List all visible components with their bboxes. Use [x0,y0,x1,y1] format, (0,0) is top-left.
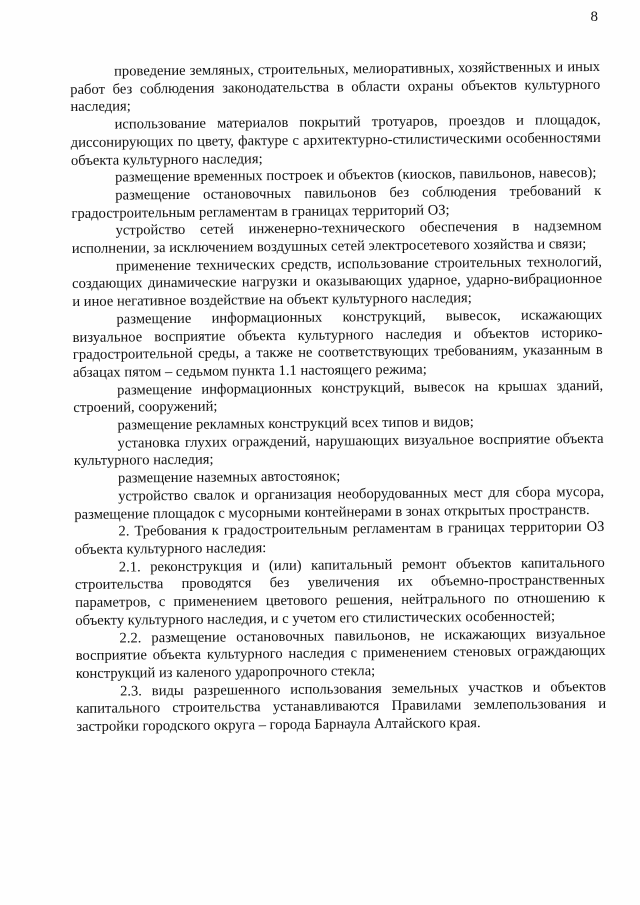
paragraph-earthworks: проведение земляных, строительных, мелиоративных, хозяйственных и иных работ без соблюдения законодательства в области охраны объектов культурного наследия; [70,58,601,116]
document-body [70,59,606,737]
paragraph-temporary-structures: размещение временных построек и объектов (киосков, павильонов, навесов); [115,165,597,186]
item-2-2: 2.2. размещение остановочных павильонов, не искажающих визуальное восприятие объекта культурного наследия с применением стеновых ограждающих конструкций из каленого ударопрочного стекла; [75,625,606,682]
paragraph-roof-signs: размещение информационных конструкций, вывесок на крышах зданий, строений, сооружений; [73,377,604,417]
paragraph-information-structures: размещение информационных конструкций, вывесок, искажающих визуальное восприятие объекта культурного наследия и объектов историко-градостроительной среды, а также не соответствующих требованиям, указанным в абзацах пятом – седьмом пункта 1.1 настоящего режима; [72,306,603,381]
item-2-1: 2.1. реконструкция и (или) капитальный ремонт объектов капитального строительства проводятся без увеличения их объемно-пространственных параметров, с применением цветового решения, нейтрального по отношению к объекту культурного наследия, и с учетом его стилистических особенностей; [74,554,606,629]
paragraph-technical-means: применение технических средств, использование строительных технологий, создающих динамические нагрузки и оказывающих ударное, ударно-вибрационное и иное негативное воздействие на объект культурного наследия; [72,253,603,311]
paragraph-bus-shelters: размещение остановочных павильонов без соблюдения требований к градостроительным регламентам в границах территорий ОЗ; [71,182,602,222]
paragraph-engineering-networks: устройство сетей инженерно-технического обеспечения в надземном исполнении, за исключением воздушных сетей электросетевого хозяйства и связи; [71,218,602,258]
paragraph-parking: размещение наземных автостоянок; [117,468,341,487]
paragraph-paving-materials: использование материалов покрытий тротуаров, проездов и площадок, диссонирующих по цвету, фактуре с архитектурно-стилистическими особенностями объекта культурного наследия; [70,112,601,169]
paragraph-waste: устройство свалок и организация необорудованных мест для сбора мусора, размещение площадок с мусорными контейнерами в зонах открытых пространств. [74,483,605,523]
page-number: 8 [590,9,598,25]
paragraph-blank-fences: установка глухих ограждений, нарушающих визуальное восприятие объекта культурного наследия; [73,430,604,470]
paragraph-advertising: размещение рекламных конструкций всех типов и видов; [117,414,474,434]
item-2-3: 2.3. виды разрешенного использования земельных участков и объектов капитального строительства устанавливаются Правилами землепользования и застройки городского округа – города Барнаула Алтайского края. [76,678,607,735]
section-2-heading: 2. Требования к градостроительным регламентам в границах территории ОЗ объекта культурного наследия: [74,519,605,558]
